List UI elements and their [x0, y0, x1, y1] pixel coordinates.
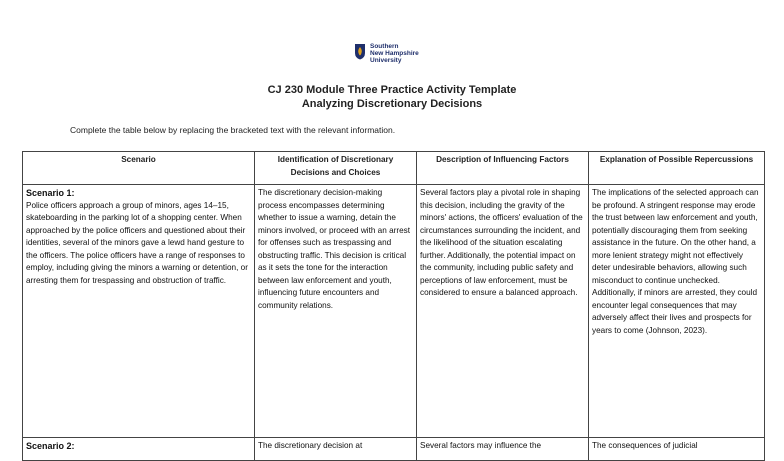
logo-wordmark [370, 43, 419, 64]
logo-line-1: Southern [370, 43, 399, 50]
instructions: Complete the table below by replacing the bracketed text with the relevant information. [70, 125, 396, 135]
factors-cell: Several factors may influence the [417, 438, 589, 461]
factors-cell: Several factors play a pivotal role in shaping this decision, including the gravity of the minors' actions, the officers' evaluation of the circumstances surrounding the incident, and the likelihood of the situation escalating further. Additionally, the potential impact on the community, including public safety and perceptions of law enforcement, must be considered to ensure a balanced approach. [417, 185, 589, 438]
scenario-title: Scenario 1: [26, 188, 75, 198]
header-scenario: Scenario [23, 152, 255, 185]
scenario-cell [23, 185, 255, 438]
shield-flame-icon [354, 43, 366, 60]
header-factors: Description of Influencing Factors [417, 152, 589, 185]
repercussions-cell: The consequences of judicial [589, 438, 765, 461]
scenario-title: Scenario 2: [26, 441, 75, 451]
document-title [0, 83, 784, 111]
logo-line-3: University [370, 57, 402, 64]
activity-table [22, 151, 765, 461]
table-row [23, 185, 765, 438]
title-line-1: CJ 230 Module Three Practice Activity Template [267, 84, 517, 96]
header-decisions: Identification of Discretionary Decisions and Choices [255, 152, 417, 185]
university-logo [354, 43, 419, 64]
logo-line-2: New Hampshire [370, 50, 419, 57]
decisions-cell: The discretionary decision-making process encompasses determining whether to issue a warning, detain the minors involved, or proceed with an arrest for offenses such as trespassing and obstructing traffic. This decision is critical as it sets the tone for the interaction between law enforcement and youth, influencing future encounters and community relations. [255, 185, 417, 438]
repercussions-cell: The implications of the selected approach can be profound. A stringent response may erode the trust between law enforcement and youth, potentially discouraging them from seeking assistance in the future. On the other hand, a more lenient strategy might not effectively deter undesirable behaviors, allowing such misconduct to continue unchecked. Additionally, if minors are arrested, they could encounter legal consequences that may adversely affect their lives and prospects for years to come (Johnson, 2023). [589, 185, 765, 438]
header-repercussions: Explanation of Possible Repercussions [589, 152, 765, 185]
decisions-cell: The discretionary decision at [255, 438, 417, 461]
title-line-2: Analyzing Discretionary Decisions [301, 98, 483, 110]
table-header-row [23, 152, 765, 185]
scenario-text: Police officers approach a group of minors, ages 14–15, skateboarding in the parking lot of a shopping center. When approached by the police officers and questioned about their identities, several of the minors gave a lewd hand gesture to the officers. The police officers have a range of responses to employ, including giving the minors a warning or detention, or arresting them for trespassing and obstruction of traffic. [26, 200, 248, 285]
